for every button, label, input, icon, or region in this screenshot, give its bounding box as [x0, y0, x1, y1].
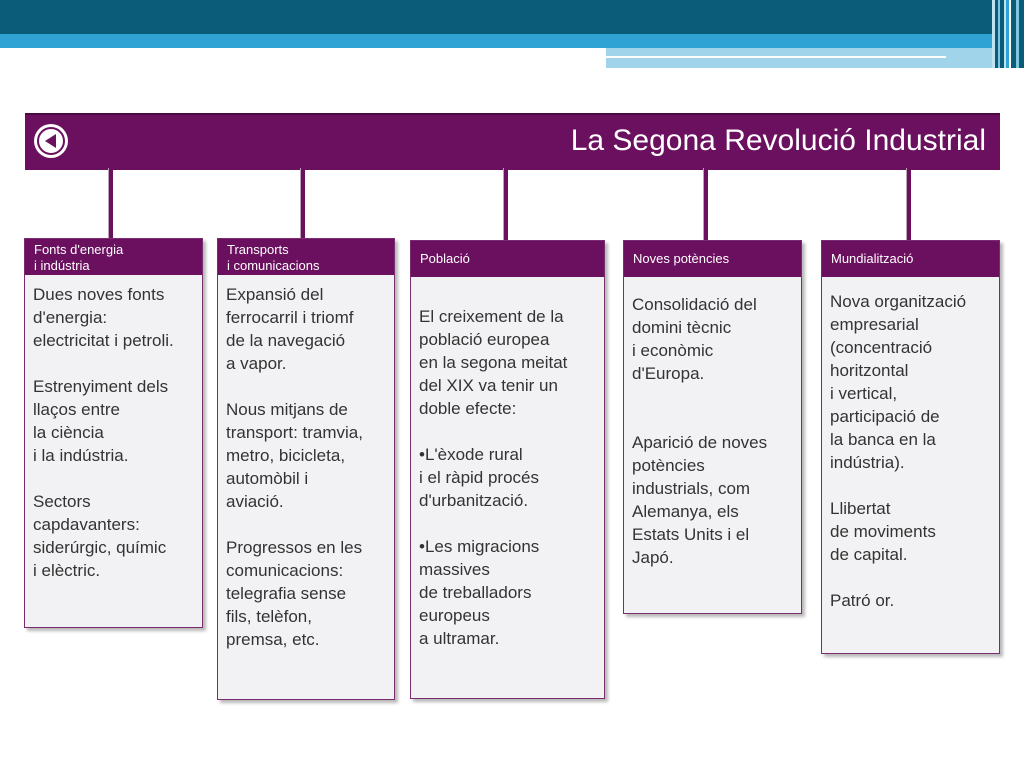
box-paragraph: Progressos en les comunicacions: telegrafia sense fils, telèfon, premsa, etc.: [226, 538, 363, 649]
box-body: [218, 275, 394, 651]
box-paragraph: Llibertat de moviments de capital.: [830, 499, 936, 564]
box-paragraph: Expansió del ferrocarril i triomf de la navegació a vapor.: [226, 285, 354, 373]
box-body: [822, 277, 999, 612]
box-body: [25, 275, 202, 582]
back-arrow-icon: [34, 124, 68, 158]
box-paragraph: Consolidació del domini tècnic i econòmic d'Europa.: [632, 295, 757, 383]
top-bar-accent: [606, 48, 1024, 68]
connector-line: [503, 168, 508, 240]
box-new-powers: [623, 240, 802, 614]
box-paragraph: Nous mitjans de transport: tramvia, metro, bicicleta, automòbil i aviació.: [226, 400, 363, 511]
box-paragraph: •Les migracions massives de treballadors europeus a ultramar.: [419, 537, 540, 648]
box-paragraph: El creixement de la població europea en la segona meitat del XIX va tenir un doble efecte:: [419, 307, 568, 418]
box-population: [410, 240, 605, 699]
box-paragraph: •L'èxode rural i el ràpid procés d'urbanització.: [419, 445, 540, 510]
box-header: Mundialització: [822, 241, 999, 277]
box-body: [624, 277, 801, 569]
connector-line: [703, 168, 708, 240]
box-paragraph: Nova organització empresarial (concentració horitzontal i vertical, participació de la banca en la indústria).: [830, 292, 967, 472]
connector-line: [108, 168, 113, 240]
top-bar-dark: [0, 0, 1024, 34]
top-bar-gap: [0, 48, 606, 62]
box-paragraph: Sectors capdavanters: siderúrgic, químic i elèctric.: [33, 492, 167, 580]
box-energy-industry: [24, 238, 203, 628]
box-paragraph: Estrenyiment dels llaços entre la ciència i la indústria.: [33, 377, 169, 465]
box-paragraph: Dues noves fonts d'energia: electricitat i petroli.: [33, 285, 174, 350]
page-title: La Segona Revolució Industrial: [570, 124, 986, 157]
decorative-stripes: [992, 0, 1024, 68]
top-bar-line: [606, 56, 946, 58]
connector-line: [906, 168, 911, 240]
box-header: Transports i comunicacions: [218, 239, 394, 275]
top-bar-light: [0, 34, 1024, 48]
box-header: Fonts d'energia i indústria: [25, 239, 202, 275]
box-paragraph: Patró or.: [830, 591, 895, 610]
box-body: [411, 277, 604, 650]
connector-line: [300, 168, 305, 240]
box-transport-communications: [217, 238, 395, 700]
box-header: Noves potències: [624, 241, 801, 277]
box-globalization: [821, 240, 1000, 654]
box-header: Població: [411, 241, 604, 277]
title-banner: [25, 113, 1000, 170]
back-button[interactable]: [34, 124, 68, 158]
box-paragraph: Aparició de noves potències industrials, com Alemanya, els Estats Units i el Japó.: [632, 433, 768, 567]
